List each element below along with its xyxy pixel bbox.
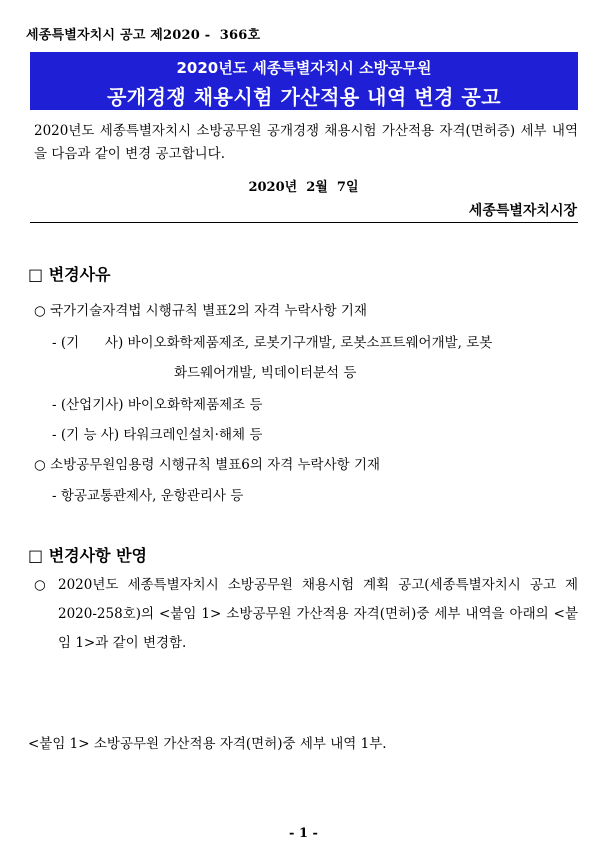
title-line-2: 공개경쟁 채용시험 가산적용 내역 변경 공고 — [106, 85, 502, 109]
intro-paragraph: 2020년도 세종특별자치시 소방공무원 공개경쟁 채용시험 가산적용 자격(면허증) 세부 내역을 다음과 같이 변경 공고합니다. — [34, 123, 578, 162]
list-item: ○ 국가기술자격법 시행규칙 별표2의 자격 누락사항 기재 — [34, 303, 368, 319]
notice-number: 세종특별자치시 공고 제2020 - 366호 — [26, 28, 261, 43]
attachment-note: <붙임 1> 소방공무원 가산적용 자격(면허)중 세부 내역 1부. — [28, 736, 387, 752]
list-item: - (기 사) 바이오화학제품제조, 로봇기구개발, 로봇소프트웨어개발, 로봇 — [52, 335, 493, 351]
list-item: ○ 소방공무원임용령 시행규칙 별표6의 자격 누락사항 기재 — [34, 457, 381, 473]
changes-paragraph: 2020년도 세종특별자치시 소방공무원 채용시험 계획 공고(세종특별자치시 공고 제2020-258호)의 <붙임 1> 소방공무원 가산적용 자격(면허)중 세부 내역을 아래의 <붙임 1>과 같이 변경함. — [58, 577, 578, 651]
title-banner — [30, 52, 578, 110]
list-item: - 항공교통관제사, 운항관리사 등 — [52, 488, 244, 504]
page-number: - 1 - — [289, 826, 318, 841]
list-item: - (기 능 사) 타워크레인설치·해체 등 — [52, 427, 263, 443]
section-heading-reason: □ 변경사유 — [28, 265, 111, 284]
signer: 세종특별자치시장 — [468, 203, 577, 219]
title-line-1: 2020년도 세종특별자치시 소방공무원 — [176, 59, 432, 77]
list-item: 화드웨어개발, 빅데이터분석 등 — [174, 365, 357, 381]
paragraph-bullet: ○ — [34, 577, 46, 593]
notice-date: 2020년 2월 7일 — [248, 180, 359, 195]
list-item: - (산업기사) 바이오화학제품제조 등 — [52, 397, 263, 413]
section-heading-changes: □ 변경사항 반영 — [28, 546, 147, 565]
header-divider — [30, 222, 578, 223]
